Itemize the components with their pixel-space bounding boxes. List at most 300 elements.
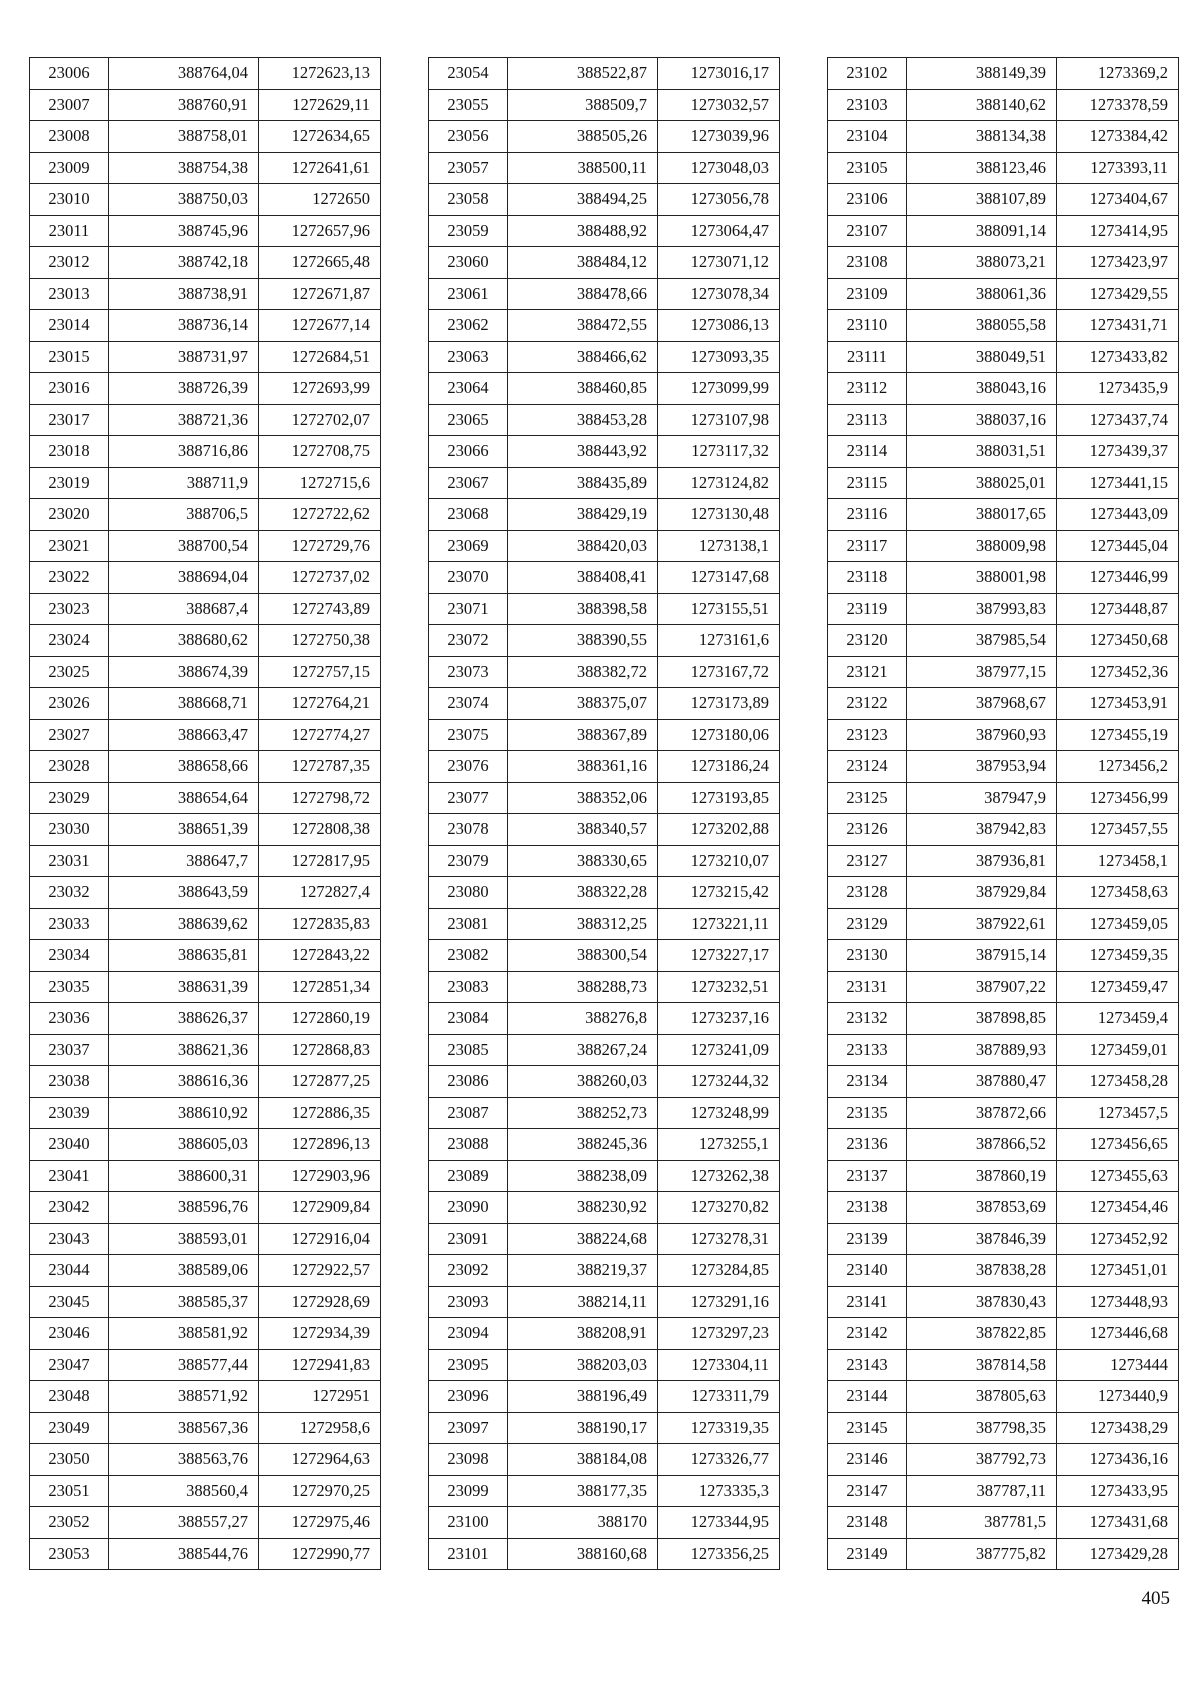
x-coordinate-cell: 388466,62 bbox=[508, 341, 658, 373]
point-id-cell: 23064 bbox=[429, 373, 508, 405]
point-id-cell: 23109 bbox=[828, 278, 907, 310]
y-coordinate-cell: 1273064,47 bbox=[658, 215, 780, 247]
x-coordinate-cell: 388500,11 bbox=[508, 152, 658, 184]
y-coordinate-cell: 1272757,15 bbox=[259, 656, 381, 688]
point-id-cell: 23035 bbox=[30, 971, 109, 1003]
y-coordinate-cell: 1273016,17 bbox=[658, 58, 780, 90]
y-coordinate-cell: 1273107,98 bbox=[658, 404, 780, 436]
table-row bbox=[828, 593, 1179, 625]
table-row bbox=[429, 436, 780, 468]
point-id-cell: 23043 bbox=[30, 1223, 109, 1255]
x-coordinate-cell: 387907,22 bbox=[907, 971, 1057, 1003]
y-coordinate-cell: 1273232,51 bbox=[658, 971, 780, 1003]
x-coordinate-cell: 388031,51 bbox=[907, 436, 1057, 468]
x-coordinate-cell: 387915,14 bbox=[907, 940, 1057, 972]
table-row bbox=[429, 656, 780, 688]
point-id-cell: 23102 bbox=[828, 58, 907, 90]
point-id-cell: 23085 bbox=[429, 1034, 508, 1066]
x-coordinate-cell: 388577,44 bbox=[109, 1349, 259, 1381]
point-id-cell: 23103 bbox=[828, 89, 907, 121]
x-coordinate-cell: 387968,67 bbox=[907, 688, 1057, 720]
table-row bbox=[429, 845, 780, 877]
point-id-cell: 23007 bbox=[30, 89, 109, 121]
point-id-cell: 23045 bbox=[30, 1286, 109, 1318]
table-row bbox=[30, 1475, 381, 1507]
point-id-cell: 23149 bbox=[828, 1538, 907, 1570]
y-coordinate-cell: 1273155,51 bbox=[658, 593, 780, 625]
point-id-cell: 23015 bbox=[30, 341, 109, 373]
point-id-cell: 23022 bbox=[30, 562, 109, 594]
x-coordinate-cell: 388001,98 bbox=[907, 562, 1057, 594]
point-id-cell: 23136 bbox=[828, 1129, 907, 1161]
y-coordinate-cell: 1272634,65 bbox=[259, 121, 381, 153]
y-coordinate-cell: 1272970,25 bbox=[259, 1475, 381, 1507]
y-coordinate-cell: 1272677,14 bbox=[259, 310, 381, 342]
table-row bbox=[30, 688, 381, 720]
table-row bbox=[828, 89, 1179, 121]
x-coordinate-cell: 388731,97 bbox=[109, 341, 259, 373]
x-coordinate-cell: 388214,11 bbox=[508, 1286, 658, 1318]
x-coordinate-cell: 388721,36 bbox=[109, 404, 259, 436]
point-id-cell: 23040 bbox=[30, 1129, 109, 1161]
y-coordinate-cell: 1273071,12 bbox=[658, 247, 780, 279]
point-id-cell: 23023 bbox=[30, 593, 109, 625]
table-row bbox=[828, 1003, 1179, 1035]
y-coordinate-cell: 1273459,35 bbox=[1057, 940, 1179, 972]
x-coordinate-cell: 388631,39 bbox=[109, 971, 259, 1003]
x-coordinate-cell: 388420,03 bbox=[508, 530, 658, 562]
y-coordinate-cell: 1272665,48 bbox=[259, 247, 381, 279]
y-coordinate-cell: 1273437,74 bbox=[1057, 404, 1179, 436]
table-row bbox=[30, 1160, 381, 1192]
point-id-cell: 23026 bbox=[30, 688, 109, 720]
y-coordinate-cell: 1273451,01 bbox=[1057, 1255, 1179, 1287]
point-id-cell: 23019 bbox=[30, 467, 109, 499]
x-coordinate-cell: 388340,57 bbox=[508, 814, 658, 846]
point-id-cell: 23145 bbox=[828, 1412, 907, 1444]
y-coordinate-cell: 1272708,75 bbox=[259, 436, 381, 468]
y-coordinate-cell: 1273393,11 bbox=[1057, 152, 1179, 184]
x-coordinate-cell: 387860,19 bbox=[907, 1160, 1057, 1192]
point-id-cell: 23027 bbox=[30, 719, 109, 751]
point-id-cell: 23009 bbox=[30, 152, 109, 184]
y-coordinate-cell: 1273444 bbox=[1057, 1349, 1179, 1381]
point-id-cell: 23036 bbox=[30, 1003, 109, 1035]
y-coordinate-cell: 1272722,62 bbox=[259, 499, 381, 531]
table-row bbox=[429, 310, 780, 342]
table-row bbox=[429, 971, 780, 1003]
table-row bbox=[429, 719, 780, 751]
y-coordinate-cell: 1273459,05 bbox=[1057, 908, 1179, 940]
table-row bbox=[429, 1507, 780, 1539]
table-row bbox=[828, 184, 1179, 216]
table-row bbox=[30, 58, 381, 90]
x-coordinate-cell: 388509,7 bbox=[508, 89, 658, 121]
x-coordinate-cell: 388453,28 bbox=[508, 404, 658, 436]
x-coordinate-cell: 387822,85 bbox=[907, 1318, 1057, 1350]
x-coordinate-cell: 388276,8 bbox=[508, 1003, 658, 1035]
table-row bbox=[30, 1097, 381, 1129]
x-coordinate-cell: 388711,9 bbox=[109, 467, 259, 499]
x-coordinate-cell: 388687,4 bbox=[109, 593, 259, 625]
y-coordinate-cell: 1273147,68 bbox=[658, 562, 780, 594]
y-coordinate-cell: 1273344,95 bbox=[658, 1507, 780, 1539]
y-coordinate-cell: 1273284,85 bbox=[658, 1255, 780, 1287]
point-id-cell: 23062 bbox=[429, 310, 508, 342]
x-coordinate-cell: 388184,08 bbox=[508, 1444, 658, 1476]
point-id-cell: 23099 bbox=[429, 1475, 508, 1507]
x-coordinate-cell: 387880,47 bbox=[907, 1066, 1057, 1098]
table-row bbox=[30, 278, 381, 310]
table-body-2 bbox=[429, 58, 780, 1570]
coordinate-table-3 bbox=[827, 57, 1179, 1570]
table-row bbox=[828, 152, 1179, 184]
point-id-cell: 23072 bbox=[429, 625, 508, 657]
y-coordinate-cell: 1272868,83 bbox=[259, 1034, 381, 1066]
y-coordinate-cell: 1272990,77 bbox=[259, 1538, 381, 1570]
point-id-cell: 23048 bbox=[30, 1381, 109, 1413]
table-row bbox=[828, 1097, 1179, 1129]
y-coordinate-cell: 1273241,09 bbox=[658, 1034, 780, 1066]
point-id-cell: 23118 bbox=[828, 562, 907, 594]
table-row bbox=[30, 971, 381, 1003]
table-row bbox=[30, 1003, 381, 1035]
point-id-cell: 23113 bbox=[828, 404, 907, 436]
x-coordinate-cell: 388663,47 bbox=[109, 719, 259, 751]
y-coordinate-cell: 1273270,82 bbox=[658, 1192, 780, 1224]
point-id-cell: 23139 bbox=[828, 1223, 907, 1255]
point-id-cell: 23132 bbox=[828, 1003, 907, 1035]
y-coordinate-cell: 1272787,35 bbox=[259, 751, 381, 783]
point-id-cell: 23012 bbox=[30, 247, 109, 279]
point-id-cell: 23031 bbox=[30, 845, 109, 877]
x-coordinate-cell: 388267,24 bbox=[508, 1034, 658, 1066]
point-id-cell: 23143 bbox=[828, 1349, 907, 1381]
table-row bbox=[30, 940, 381, 972]
y-coordinate-cell: 1273459,01 bbox=[1057, 1034, 1179, 1066]
y-coordinate-cell: 1273180,06 bbox=[658, 719, 780, 751]
table-row bbox=[828, 1066, 1179, 1098]
y-coordinate-cell: 1273099,99 bbox=[658, 373, 780, 405]
point-id-cell: 23013 bbox=[30, 278, 109, 310]
point-id-cell: 23049 bbox=[30, 1412, 109, 1444]
point-id-cell: 23053 bbox=[30, 1538, 109, 1570]
table-row bbox=[828, 1507, 1179, 1539]
table-row bbox=[828, 1444, 1179, 1476]
point-id-cell: 23037 bbox=[30, 1034, 109, 1066]
point-id-cell: 23111 bbox=[828, 341, 907, 373]
y-coordinate-cell: 1273244,32 bbox=[658, 1066, 780, 1098]
table-row bbox=[30, 89, 381, 121]
y-coordinate-cell: 1273457,5 bbox=[1057, 1097, 1179, 1129]
table-row bbox=[30, 247, 381, 279]
y-coordinate-cell: 1273221,11 bbox=[658, 908, 780, 940]
x-coordinate-cell: 388300,54 bbox=[508, 940, 658, 972]
point-id-cell: 23107 bbox=[828, 215, 907, 247]
point-id-cell: 23130 bbox=[828, 940, 907, 972]
x-coordinate-cell: 388055,58 bbox=[907, 310, 1057, 342]
point-id-cell: 23098 bbox=[429, 1444, 508, 1476]
table-row bbox=[429, 625, 780, 657]
y-coordinate-cell: 1273078,34 bbox=[658, 278, 780, 310]
x-coordinate-cell: 388123,46 bbox=[907, 152, 1057, 184]
coordinate-table-1 bbox=[29, 57, 381, 1570]
table-row bbox=[429, 1160, 780, 1192]
table-row bbox=[828, 1318, 1179, 1350]
x-coordinate-cell: 387936,81 bbox=[907, 845, 1057, 877]
y-coordinate-cell: 1272808,38 bbox=[259, 814, 381, 846]
x-coordinate-cell: 388140,62 bbox=[907, 89, 1057, 121]
y-coordinate-cell: 1272629,11 bbox=[259, 89, 381, 121]
y-coordinate-cell: 1273378,59 bbox=[1057, 89, 1179, 121]
x-coordinate-cell: 387977,15 bbox=[907, 656, 1057, 688]
point-id-cell: 23081 bbox=[429, 908, 508, 940]
point-id-cell: 23123 bbox=[828, 719, 907, 751]
y-coordinate-cell: 1273431,68 bbox=[1057, 1507, 1179, 1539]
point-id-cell: 23077 bbox=[429, 782, 508, 814]
point-id-cell: 23121 bbox=[828, 656, 907, 688]
y-coordinate-cell: 1272715,6 bbox=[259, 467, 381, 499]
point-id-cell: 23066 bbox=[429, 436, 508, 468]
point-id-cell: 23138 bbox=[828, 1192, 907, 1224]
x-coordinate-cell: 388398,58 bbox=[508, 593, 658, 625]
table-row bbox=[30, 152, 381, 184]
point-id-cell: 23014 bbox=[30, 310, 109, 342]
point-id-cell: 23011 bbox=[30, 215, 109, 247]
x-coordinate-cell: 388382,72 bbox=[508, 656, 658, 688]
y-coordinate-cell: 1272851,34 bbox=[259, 971, 381, 1003]
point-id-cell: 23020 bbox=[30, 499, 109, 531]
point-id-cell: 23137 bbox=[828, 1160, 907, 1192]
x-coordinate-cell: 388706,5 bbox=[109, 499, 259, 531]
point-id-cell: 23119 bbox=[828, 593, 907, 625]
x-coordinate-cell: 388626,37 bbox=[109, 1003, 259, 1035]
table-row bbox=[429, 1412, 780, 1444]
x-coordinate-cell: 388760,91 bbox=[109, 89, 259, 121]
point-id-cell: 23030 bbox=[30, 814, 109, 846]
y-coordinate-cell: 1272835,83 bbox=[259, 908, 381, 940]
table-body-3 bbox=[828, 58, 1179, 1570]
y-coordinate-cell: 1273117,32 bbox=[658, 436, 780, 468]
table-row bbox=[30, 845, 381, 877]
point-id-cell: 23039 bbox=[30, 1097, 109, 1129]
point-id-cell: 23047 bbox=[30, 1349, 109, 1381]
point-id-cell: 23044 bbox=[30, 1255, 109, 1287]
y-coordinate-cell: 1272737,02 bbox=[259, 562, 381, 594]
point-id-cell: 23034 bbox=[30, 940, 109, 972]
x-coordinate-cell: 387781,5 bbox=[907, 1507, 1057, 1539]
x-coordinate-cell: 387889,93 bbox=[907, 1034, 1057, 1066]
point-id-cell: 23074 bbox=[429, 688, 508, 720]
point-id-cell: 23106 bbox=[828, 184, 907, 216]
point-id-cell: 23057 bbox=[429, 152, 508, 184]
point-id-cell: 23063 bbox=[429, 341, 508, 373]
y-coordinate-cell: 1273369,2 bbox=[1057, 58, 1179, 90]
y-coordinate-cell: 1273356,25 bbox=[658, 1538, 780, 1570]
x-coordinate-cell: 388472,55 bbox=[508, 310, 658, 342]
table-row bbox=[429, 1223, 780, 1255]
table-row bbox=[429, 1003, 780, 1035]
table-row bbox=[828, 971, 1179, 1003]
table-row bbox=[30, 341, 381, 373]
table-row bbox=[429, 940, 780, 972]
y-coordinate-cell: 1272964,63 bbox=[259, 1444, 381, 1476]
table-row bbox=[828, 1381, 1179, 1413]
x-coordinate-cell: 388750,03 bbox=[109, 184, 259, 216]
y-coordinate-cell: 1273086,13 bbox=[658, 310, 780, 342]
x-coordinate-cell: 387953,94 bbox=[907, 751, 1057, 783]
x-coordinate-cell: 387775,82 bbox=[907, 1538, 1057, 1570]
y-coordinate-cell: 1273311,79 bbox=[658, 1381, 780, 1413]
y-coordinate-cell: 1273130,48 bbox=[658, 499, 780, 531]
point-id-cell: 23033 bbox=[30, 908, 109, 940]
table-row bbox=[429, 1034, 780, 1066]
y-coordinate-cell: 1273459,4 bbox=[1057, 1003, 1179, 1035]
x-coordinate-cell: 387922,61 bbox=[907, 908, 1057, 940]
point-id-cell: 23115 bbox=[828, 467, 907, 499]
point-id-cell: 23124 bbox=[828, 751, 907, 783]
x-coordinate-cell: 388726,39 bbox=[109, 373, 259, 405]
y-coordinate-cell: 1273215,42 bbox=[658, 877, 780, 909]
y-coordinate-cell: 1273262,38 bbox=[658, 1160, 780, 1192]
point-id-cell: 23129 bbox=[828, 908, 907, 940]
table-row bbox=[30, 719, 381, 751]
table-row bbox=[429, 89, 780, 121]
x-coordinate-cell: 388658,66 bbox=[109, 751, 259, 783]
y-coordinate-cell: 1272827,4 bbox=[259, 877, 381, 909]
table-row bbox=[429, 814, 780, 846]
x-coordinate-cell: 388009,98 bbox=[907, 530, 1057, 562]
table-row bbox=[429, 562, 780, 594]
x-coordinate-cell: 388571,92 bbox=[109, 1381, 259, 1413]
y-coordinate-cell: 1272623,13 bbox=[259, 58, 381, 90]
table-row bbox=[828, 215, 1179, 247]
y-coordinate-cell: 1272702,07 bbox=[259, 404, 381, 436]
point-id-cell: 23087 bbox=[429, 1097, 508, 1129]
x-coordinate-cell: 388408,41 bbox=[508, 562, 658, 594]
point-id-cell: 23075 bbox=[429, 719, 508, 751]
point-id-cell: 23038 bbox=[30, 1066, 109, 1098]
table-row bbox=[828, 814, 1179, 846]
table-row bbox=[828, 1475, 1179, 1507]
point-id-cell: 23093 bbox=[429, 1286, 508, 1318]
table-row bbox=[828, 1538, 1179, 1570]
y-coordinate-cell: 1273456,99 bbox=[1057, 782, 1179, 814]
x-coordinate-cell: 388596,76 bbox=[109, 1192, 259, 1224]
point-id-cell: 23122 bbox=[828, 688, 907, 720]
table-row bbox=[828, 530, 1179, 562]
y-coordinate-cell: 1273404,67 bbox=[1057, 184, 1179, 216]
point-id-cell: 23051 bbox=[30, 1475, 109, 1507]
point-id-cell: 23120 bbox=[828, 625, 907, 657]
table-row bbox=[429, 121, 780, 153]
table-row bbox=[828, 656, 1179, 688]
y-coordinate-cell: 1273429,55 bbox=[1057, 278, 1179, 310]
y-coordinate-cell: 1272928,69 bbox=[259, 1286, 381, 1318]
x-coordinate-cell: 387792,73 bbox=[907, 1444, 1057, 1476]
table-row bbox=[828, 278, 1179, 310]
point-id-cell: 23032 bbox=[30, 877, 109, 909]
x-coordinate-cell: 388639,62 bbox=[109, 908, 259, 940]
y-coordinate-cell: 1272860,19 bbox=[259, 1003, 381, 1035]
table-row bbox=[429, 1129, 780, 1161]
y-coordinate-cell: 1273297,23 bbox=[658, 1318, 780, 1350]
x-coordinate-cell: 388674,39 bbox=[109, 656, 259, 688]
y-coordinate-cell: 1273048,03 bbox=[658, 152, 780, 184]
x-coordinate-cell: 388149,39 bbox=[907, 58, 1057, 90]
point-id-cell: 23025 bbox=[30, 656, 109, 688]
table-row bbox=[30, 814, 381, 846]
point-id-cell: 23105 bbox=[828, 152, 907, 184]
point-id-cell: 23016 bbox=[30, 373, 109, 405]
y-coordinate-cell: 1273423,97 bbox=[1057, 247, 1179, 279]
point-id-cell: 23059 bbox=[429, 215, 508, 247]
table-row bbox=[30, 404, 381, 436]
point-id-cell: 23096 bbox=[429, 1381, 508, 1413]
point-id-cell: 23065 bbox=[429, 404, 508, 436]
x-coordinate-cell: 387898,85 bbox=[907, 1003, 1057, 1035]
y-coordinate-cell: 1273227,17 bbox=[658, 940, 780, 972]
table-row bbox=[429, 530, 780, 562]
table-row bbox=[429, 184, 780, 216]
point-id-cell: 23095 bbox=[429, 1349, 508, 1381]
point-id-cell: 23125 bbox=[828, 782, 907, 814]
y-coordinate-cell: 1273448,87 bbox=[1057, 593, 1179, 625]
table-row bbox=[30, 751, 381, 783]
table-row bbox=[30, 373, 381, 405]
x-coordinate-cell: 388593,01 bbox=[109, 1223, 259, 1255]
table-row bbox=[30, 184, 381, 216]
table-row bbox=[429, 373, 780, 405]
y-coordinate-cell: 1273161,6 bbox=[658, 625, 780, 657]
table-row bbox=[30, 1507, 381, 1539]
y-coordinate-cell: 1273032,57 bbox=[658, 89, 780, 121]
y-coordinate-cell: 1273319,35 bbox=[658, 1412, 780, 1444]
table-row bbox=[429, 1286, 780, 1318]
point-id-cell: 23078 bbox=[429, 814, 508, 846]
y-coordinate-cell: 1273452,92 bbox=[1057, 1223, 1179, 1255]
x-coordinate-cell: 387947,9 bbox=[907, 782, 1057, 814]
table-row bbox=[429, 688, 780, 720]
x-coordinate-cell: 388208,91 bbox=[508, 1318, 658, 1350]
point-id-cell: 23071 bbox=[429, 593, 508, 625]
y-coordinate-cell: 1273441,15 bbox=[1057, 467, 1179, 499]
point-id-cell: 23008 bbox=[30, 121, 109, 153]
table-row bbox=[30, 1255, 381, 1287]
point-id-cell: 23056 bbox=[429, 121, 508, 153]
table-row bbox=[30, 215, 381, 247]
x-coordinate-cell: 387866,52 bbox=[907, 1129, 1057, 1161]
table-row bbox=[429, 1192, 780, 1224]
x-coordinate-cell: 387814,58 bbox=[907, 1349, 1057, 1381]
y-coordinate-cell: 1273458,1 bbox=[1057, 845, 1179, 877]
y-coordinate-cell: 1272958,6 bbox=[259, 1412, 381, 1444]
point-id-cell: 23147 bbox=[828, 1475, 907, 1507]
x-coordinate-cell: 388567,36 bbox=[109, 1412, 259, 1444]
point-id-cell: 23060 bbox=[429, 247, 508, 279]
x-coordinate-cell: 388160,68 bbox=[508, 1538, 658, 1570]
table-row bbox=[429, 1097, 780, 1129]
y-coordinate-cell: 1272922,57 bbox=[259, 1255, 381, 1287]
table-row bbox=[828, 877, 1179, 909]
table-row bbox=[828, 58, 1179, 90]
table-row bbox=[429, 341, 780, 373]
x-coordinate-cell: 388621,36 bbox=[109, 1034, 259, 1066]
y-coordinate-cell: 1273202,88 bbox=[658, 814, 780, 846]
point-id-cell: 23131 bbox=[828, 971, 907, 1003]
y-coordinate-cell: 1273453,91 bbox=[1057, 688, 1179, 720]
point-id-cell: 23041 bbox=[30, 1160, 109, 1192]
